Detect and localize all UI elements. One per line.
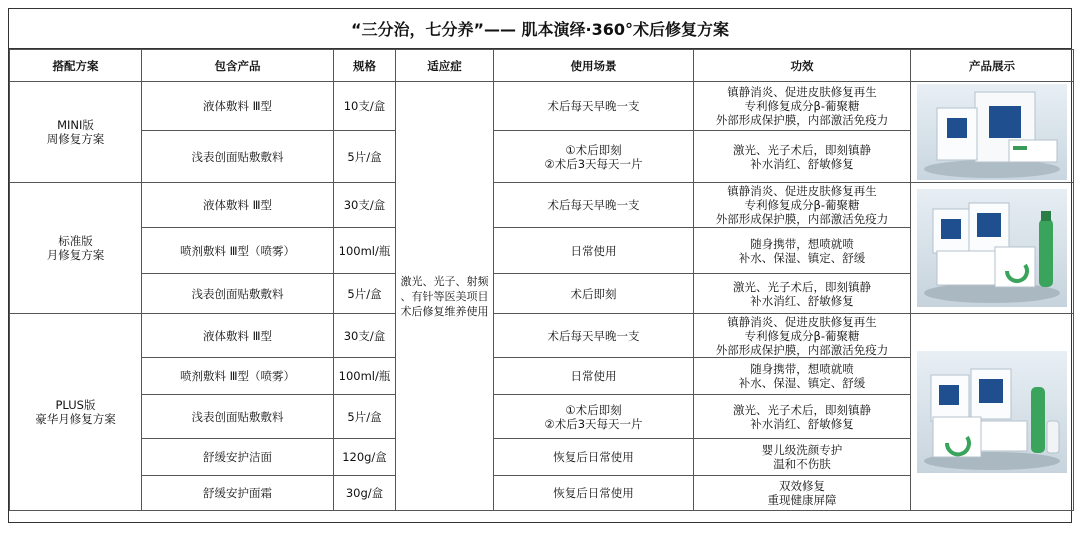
- scene-cell: 术后每天早晚一支: [494, 82, 694, 131]
- product-photo-mini: [911, 82, 1074, 183]
- table-title: “三分治，七分养”—— 肌本演绎·360°术后修复方案: [9, 9, 1071, 49]
- product-cell: 液体敷料 Ⅲ型: [142, 314, 334, 358]
- product-cell: 舒缓安护面霜: [142, 476, 334, 511]
- header-product: 包含产品: [142, 50, 334, 82]
- spec-cell: 30g/盒: [334, 476, 396, 511]
- plan-name-cell: 标准版 月修复方案: [10, 183, 142, 314]
- effect-cell: 镇静消炎、促进皮肤修复再生 专利修复成分β-葡聚糖 外部形成保护膜，内部激活免疫力: [694, 82, 911, 131]
- solution-table: [9, 49, 1074, 511]
- scene-cell: 恢复后日常使用: [494, 439, 694, 476]
- spec-cell: 100ml/瓶: [334, 228, 396, 274]
- product-cell: 液体敷料 Ⅲ型: [142, 82, 334, 131]
- effect-cell: 激光、光子术后，即刻镇静 补水消红、舒敏修复: [694, 131, 911, 183]
- plan-name-cell: PLUS版 豪华月修复方案: [10, 314, 142, 511]
- spec-cell: 5片/盒: [334, 274, 396, 314]
- spec-cell: 10支/盒: [334, 82, 396, 131]
- plan-name-cell: MINI版 周修复方案: [10, 82, 142, 183]
- effect-cell: 随身携带，想喷就喷 补水、保湿、镇定、舒缓: [694, 228, 911, 274]
- effect-cell: 镇静消炎、促进皮肤修复再生 专利修复成分β-葡聚糖 外部形成保护膜，内部激活免疫力: [694, 183, 911, 228]
- header-indication: 适应症: [396, 50, 494, 82]
- indication-cell: 激光、光子、射频 、有针等医美项目 术后修复维养使用: [396, 82, 494, 511]
- scene-cell: 日常使用: [494, 228, 694, 274]
- header-scene: 使用场景: [494, 50, 694, 82]
- header-spec: 规格: [334, 50, 396, 82]
- product-cell: 浅表创面贴敷敷料: [142, 131, 334, 183]
- product-cell: 舒缓安护洁面: [142, 439, 334, 476]
- scene-cell: ①术后即刻 ②术后3天每天一片: [494, 131, 694, 183]
- spec-cell: 100ml/瓶: [334, 358, 396, 395]
- spec-cell: 5片/盒: [334, 131, 396, 183]
- product-cell: 喷剂敷料 Ⅲ型（喷雾）: [142, 228, 334, 274]
- header-effect: 功效: [694, 50, 911, 82]
- product-cell: 喷剂敷料 Ⅲ型（喷雾）: [142, 358, 334, 395]
- spec-cell: 30支/盒: [334, 183, 396, 228]
- spec-cell: 30支/盒: [334, 314, 396, 358]
- effect-cell: 双效修复 重现健康屏障: [694, 476, 911, 511]
- scene-cell: 日常使用: [494, 358, 694, 395]
- effect-cell: 婴儿级洗颜专护 温和不伤肤: [694, 439, 911, 476]
- scene-cell: 恢复后日常使用: [494, 476, 694, 511]
- header-plan: 搭配方案: [10, 50, 142, 82]
- spec-cell: 5片/盒: [334, 395, 396, 439]
- product-cell: 浅表创面贴敷敷料: [142, 274, 334, 314]
- header-display: 产品展示: [911, 50, 1074, 82]
- scene-cell: 术后即刻: [494, 274, 694, 314]
- spec-cell: 120g/盒: [334, 439, 396, 476]
- product-photo-plus: [911, 314, 1074, 511]
- table-row: [10, 82, 1074, 131]
- effect-cell: 激光、光子术后，即刻镇静 补水消红、舒敏修复: [694, 395, 911, 439]
- effect-cell: 激光、光子术后，即刻镇静 补水消红、舒敏修复: [694, 274, 911, 314]
- table-row: [10, 183, 1074, 228]
- product-cell: 液体敷料 Ⅲ型: [142, 183, 334, 228]
- scene-cell: 术后每天早晚一支: [494, 183, 694, 228]
- header-row: [10, 50, 1074, 82]
- table-row: [10, 314, 1074, 358]
- scene-cell: ①术后即刻 ②术后3天每天一片: [494, 395, 694, 439]
- product-cell: 浅表创面贴敷敷料: [142, 395, 334, 439]
- effect-cell: 随身携带，想喷就喷 补水、保湿、镇定、舒缓: [694, 358, 911, 395]
- solution-table-frame: [8, 8, 1072, 523]
- effect-cell: 镇静消炎、促进皮肤修复再生 专利修复成分β-葡聚糖 外部形成保护膜，内部激活免疫力: [694, 314, 911, 358]
- scene-cell: 术后每天早晚一支: [494, 314, 694, 358]
- product-photo-standard: [911, 183, 1074, 314]
